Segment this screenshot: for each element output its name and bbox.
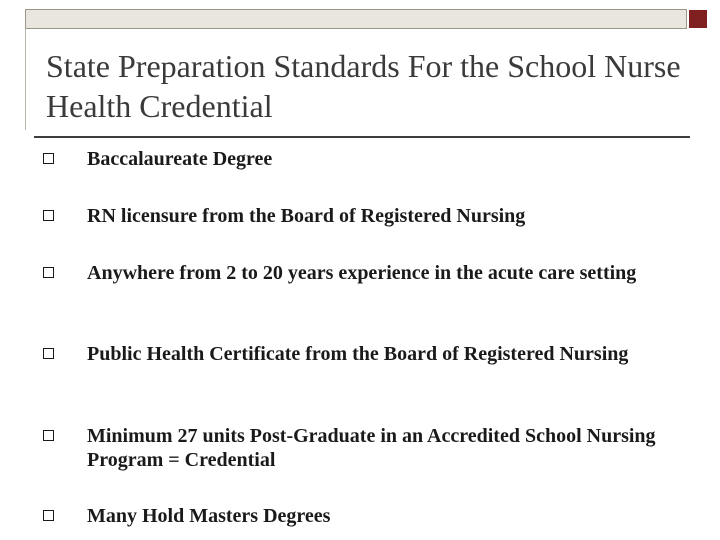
bullet-text: RN licensure from the Board of Registered Nursing <box>87 205 526 227</box>
hollow-square-bullet-icon <box>43 267 54 278</box>
slide-title: State Preparation Standards For the School Nurse Health Credential <box>46 48 681 124</box>
bullet-text: Minimum 27 units Post-Graduate in an Accredited School Nursing Program = Credential <box>87 425 656 471</box>
bullet-text: Anywhere from 2 to 20 years experience in the acute care setting <box>87 262 637 284</box>
decorative-left-rule <box>25 28 26 130</box>
decorative-corner-square <box>689 10 707 28</box>
hollow-square-bullet-icon <box>43 210 54 221</box>
hollow-square-bullet-icon <box>43 348 54 359</box>
bullet-text: Public Health Certificate from the Board of Registered Nursing <box>87 343 629 365</box>
hollow-square-bullet-icon <box>43 510 54 521</box>
bullet-text: Many Hold Masters Degrees <box>87 505 331 527</box>
hollow-square-bullet-icon <box>43 430 54 441</box>
title-divider <box>34 136 690 138</box>
bullet-text: Baccalaureate Degree <box>87 148 273 170</box>
decorative-top-band <box>25 9 687 29</box>
hollow-square-bullet-icon <box>43 153 54 164</box>
